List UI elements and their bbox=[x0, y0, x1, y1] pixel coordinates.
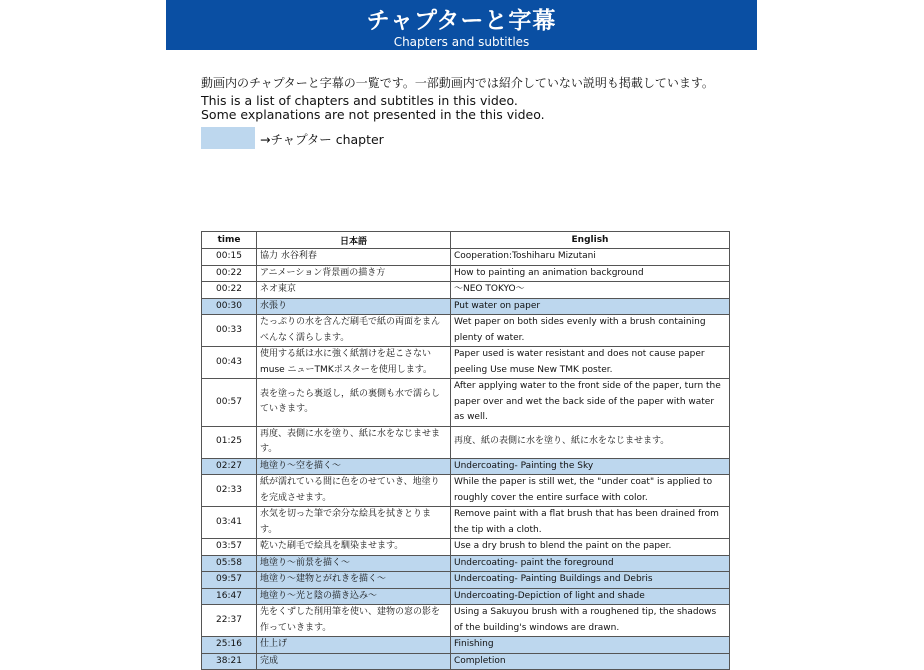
table-row bbox=[202, 555, 730, 572]
table-row bbox=[202, 379, 730, 427]
japanese-cell: 水気を切った筆で余分な絵具を拭きとります。 bbox=[257, 507, 451, 539]
table-row bbox=[202, 298, 730, 315]
japanese-cell: 乾いた刷毛で絵具を馴染ませます。 bbox=[257, 539, 451, 556]
table-row bbox=[202, 282, 730, 299]
time-cell: 01:25 bbox=[202, 426, 257, 458]
time-cell: 02:33 bbox=[202, 475, 257, 507]
english-cell: Put water on paper bbox=[451, 298, 730, 315]
time-cell: 38:21 bbox=[202, 653, 257, 670]
time-cell: 25:16 bbox=[202, 637, 257, 654]
japanese-cell: 地塗り〜建物とがれきを描く〜 bbox=[257, 572, 451, 589]
english-cell: Finishing bbox=[451, 637, 730, 654]
japanese-cell: 地塗り〜光と陰の描き込み〜 bbox=[257, 588, 451, 605]
table-row bbox=[202, 315, 730, 347]
page-subtitle: Chapters and subtitles bbox=[393, 35, 530, 49]
english-cell: Undercoating-Depiction of light and shade bbox=[451, 588, 730, 605]
time-cell: 03:41 bbox=[202, 507, 257, 539]
header-english: English bbox=[451, 232, 730, 249]
table-row bbox=[202, 265, 730, 282]
japanese-cell: 使用する紙は水に強く紙割けを起こさないmuse ニューTMKポスターを使用します。 bbox=[257, 347, 451, 379]
time-cell: 16:47 bbox=[202, 588, 257, 605]
time-cell: 09:57 bbox=[202, 572, 257, 589]
table-row bbox=[202, 637, 730, 654]
time-cell: 00:30 bbox=[202, 298, 257, 315]
page-title: チャプターと字幕 bbox=[366, 8, 557, 34]
japanese-cell: 地塗り〜空を描く〜 bbox=[257, 458, 451, 475]
japanese-cell: アニメーション背景画の描き方 bbox=[257, 265, 451, 282]
english-cell: Use a dry brush to blend the paint on the paper. bbox=[451, 539, 730, 556]
chapter-color-swatch bbox=[201, 127, 255, 149]
table-row bbox=[202, 507, 730, 539]
english-cell: Paper used is water resistant and does not cause paper peeling Use muse New TMK poster. bbox=[451, 347, 730, 379]
japanese-cell: 仕上げ bbox=[257, 637, 451, 654]
time-cell: 02:27 bbox=[202, 458, 257, 475]
english-cell: Completion bbox=[451, 653, 730, 670]
time-cell: 22:37 bbox=[202, 605, 257, 637]
subtitle-table bbox=[201, 231, 730, 670]
japanese-cell: 先をくずした削用筆を使い、建物の窓の影を作っていきます。 bbox=[257, 605, 451, 637]
english-cell: Undercoating- Painting the Sky bbox=[451, 458, 730, 475]
intro-text bbox=[201, 75, 761, 122]
time-cell: 00:22 bbox=[202, 282, 257, 299]
english-cell: After applying water to the front side of the paper, turn the paper over and wet the back side of the paper with water as well. bbox=[451, 379, 730, 427]
japanese-cell: 再度、表側に水を塗り、紙に水をなじませます。 bbox=[257, 426, 451, 458]
english-cell: Remove paint with a flat brush that has been drained from the tip with a cloth. bbox=[451, 507, 730, 539]
english-cell: Cooperation:Toshiharu Mizutani bbox=[451, 249, 730, 266]
english-cell: Wet paper on both sides evenly with a brush containing plenty of water. bbox=[451, 315, 730, 347]
japanese-cell: 完成 bbox=[257, 653, 451, 670]
table-row bbox=[202, 426, 730, 458]
table-header-row bbox=[202, 232, 730, 249]
time-cell: 00:43 bbox=[202, 347, 257, 379]
intro-jp: 動画内のチャプターと字幕の一覧です。一部動画内では紹介していない説明も掲載しています。 bbox=[201, 76, 714, 90]
english-cell: 再度、紙の表側に水を塗り、紙に水をなじませます。 bbox=[451, 426, 730, 458]
japanese-cell: 紙が濡れている間に色をのせていき、地塗りを完成させます。 bbox=[257, 475, 451, 507]
japanese-cell: 地塗り〜前景を描く〜 bbox=[257, 555, 451, 572]
header-banner bbox=[166, 0, 757, 50]
intro-en-line2: Some explanations are not presented in the this video. bbox=[201, 107, 545, 122]
intro-en-line1: This is a list of chapters and subtitles in this video. bbox=[201, 93, 518, 108]
time-cell: 00:15 bbox=[202, 249, 257, 266]
time-cell: 05:58 bbox=[202, 555, 257, 572]
english-cell: Undercoating- Painting Buildings and Debris bbox=[451, 572, 730, 589]
japanese-cell: ネオ東京 bbox=[257, 282, 451, 299]
table-row bbox=[202, 458, 730, 475]
header-japanese: 日本語 bbox=[257, 232, 451, 249]
english-cell: How to painting an animation background bbox=[451, 265, 730, 282]
table-row bbox=[202, 653, 730, 670]
english-cell: Using a Sakuyou brush with a roughened tip, the shadows of the building's windows are drawn. bbox=[451, 605, 730, 637]
japanese-cell: 水張り bbox=[257, 298, 451, 315]
table-row bbox=[202, 475, 730, 507]
english-cell: While the paper is still wet, the "under coat" is applied to roughly cover the entire surface with color. bbox=[451, 475, 730, 507]
japanese-cell: 協力 水谷利春 bbox=[257, 249, 451, 266]
table-row bbox=[202, 605, 730, 637]
japanese-cell: 表を塗ったら裏返し，紙の裏側も水で濡らしていきます。 bbox=[257, 379, 451, 427]
chapter-legend-label: →チャプター chapter bbox=[260, 132, 384, 147]
table-row bbox=[202, 347, 730, 379]
table-row bbox=[202, 572, 730, 589]
time-cell: 00:57 bbox=[202, 379, 257, 427]
table-row bbox=[202, 249, 730, 266]
time-cell: 00:33 bbox=[202, 315, 257, 347]
table-row bbox=[202, 539, 730, 556]
time-cell: 00:22 bbox=[202, 265, 257, 282]
table-row bbox=[202, 588, 730, 605]
english-cell: 〜NEO TOKYO〜 bbox=[451, 282, 730, 299]
english-cell: Undercoating- paint the foreground bbox=[451, 555, 730, 572]
header-time: time bbox=[202, 232, 257, 249]
japanese-cell: たっぷりの水を含んだ刷毛で紙の両面をまんべんなく濡らします。 bbox=[257, 315, 451, 347]
time-cell: 03:57 bbox=[202, 539, 257, 556]
